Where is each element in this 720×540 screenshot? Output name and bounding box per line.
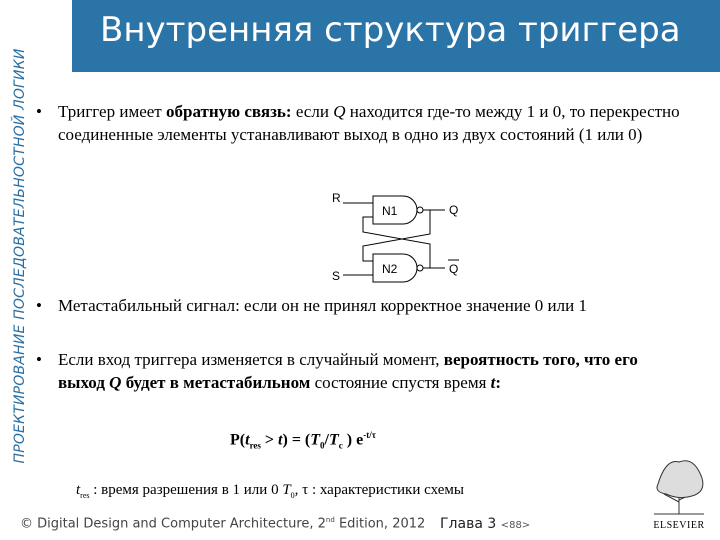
bullet-3-bold-a: вероятность того, что его выход — [58, 350, 638, 392]
bullet-3-text-a: Если вход триггера изменяется в случайный момент, — [58, 350, 444, 369]
label-r: R — [332, 191, 341, 205]
label-q: Q — [449, 203, 459, 217]
sidebar — [0, 0, 72, 540]
bullet-1-text-c: находится где-то между 1 и 0, то перекрестно соединенные элементы устанавливают выход в одно из двух состояний (1 или 0) — [58, 102, 680, 144]
bullet-2-text: Метастабильный сигнал: если он не принял корректное значение 0 или 1 — [58, 296, 587, 315]
bullet-2 — [36, 294, 688, 317]
footer-copyright: © Digital Design and Computer Architecture, 2nd Edition, 2012 — [20, 516, 426, 532]
sr-latch-diagram — [325, 184, 475, 288]
bullet-1-text-a: Триггер имеет — [58, 102, 166, 121]
page-number: <88> — [500, 520, 531, 531]
bullet-dot: • — [36, 102, 42, 121]
bullet-1-text-b: если — [291, 102, 334, 121]
bullet-3-t: t — [490, 373, 496, 392]
formula-legend: $t_{res}$ : время разрешения в 1 или 0 $T_0$, τ : характеристики схемы — [76, 482, 464, 500]
bullet-1-q: Q — [333, 102, 346, 121]
inverter-bubble-n2 — [417, 265, 423, 271]
label-n2: N2 — [382, 262, 398, 276]
footer-chapter: Глава 3 <88> — [440, 516, 531, 532]
elsevier-logo — [646, 448, 712, 532]
bullet-dot: • — [36, 350, 42, 369]
label-s: S — [332, 269, 341, 283]
sidebar-title: ПРОЕКТИРОВАНИЕ ПОСЛЕДОВАТЕЛЬНОСТНОЙ ЛОГИКИ — [12, 48, 28, 464]
bullet-3 — [36, 348, 688, 394]
bullet-3-bold-b: будет в метастабильном — [121, 373, 311, 392]
page-title: Внутренняя структура триггера — [100, 10, 681, 50]
bullet-1 — [36, 100, 688, 146]
label-qbar: Q — [449, 262, 459, 276]
bullet-1-bold: обратную связь: — [165, 102, 292, 121]
bullet-3-text-b: состояние спустя время — [310, 373, 491, 392]
bullet-dot: • — [36, 296, 42, 315]
bullet-3-q: Q — [109, 373, 122, 392]
sidebar-title-box — [2, 6, 38, 506]
label-n1: N1 — [382, 204, 398, 218]
formula: $P(t_{res} > t) = (T_0/T_c$ ) $e^{-t/\tau}$ — [230, 430, 376, 451]
logo-text: ELSEVIER — [653, 520, 705, 531]
inverter-bubble-n1 — [417, 207, 423, 213]
bullet-3-colon: : — [495, 373, 502, 392]
